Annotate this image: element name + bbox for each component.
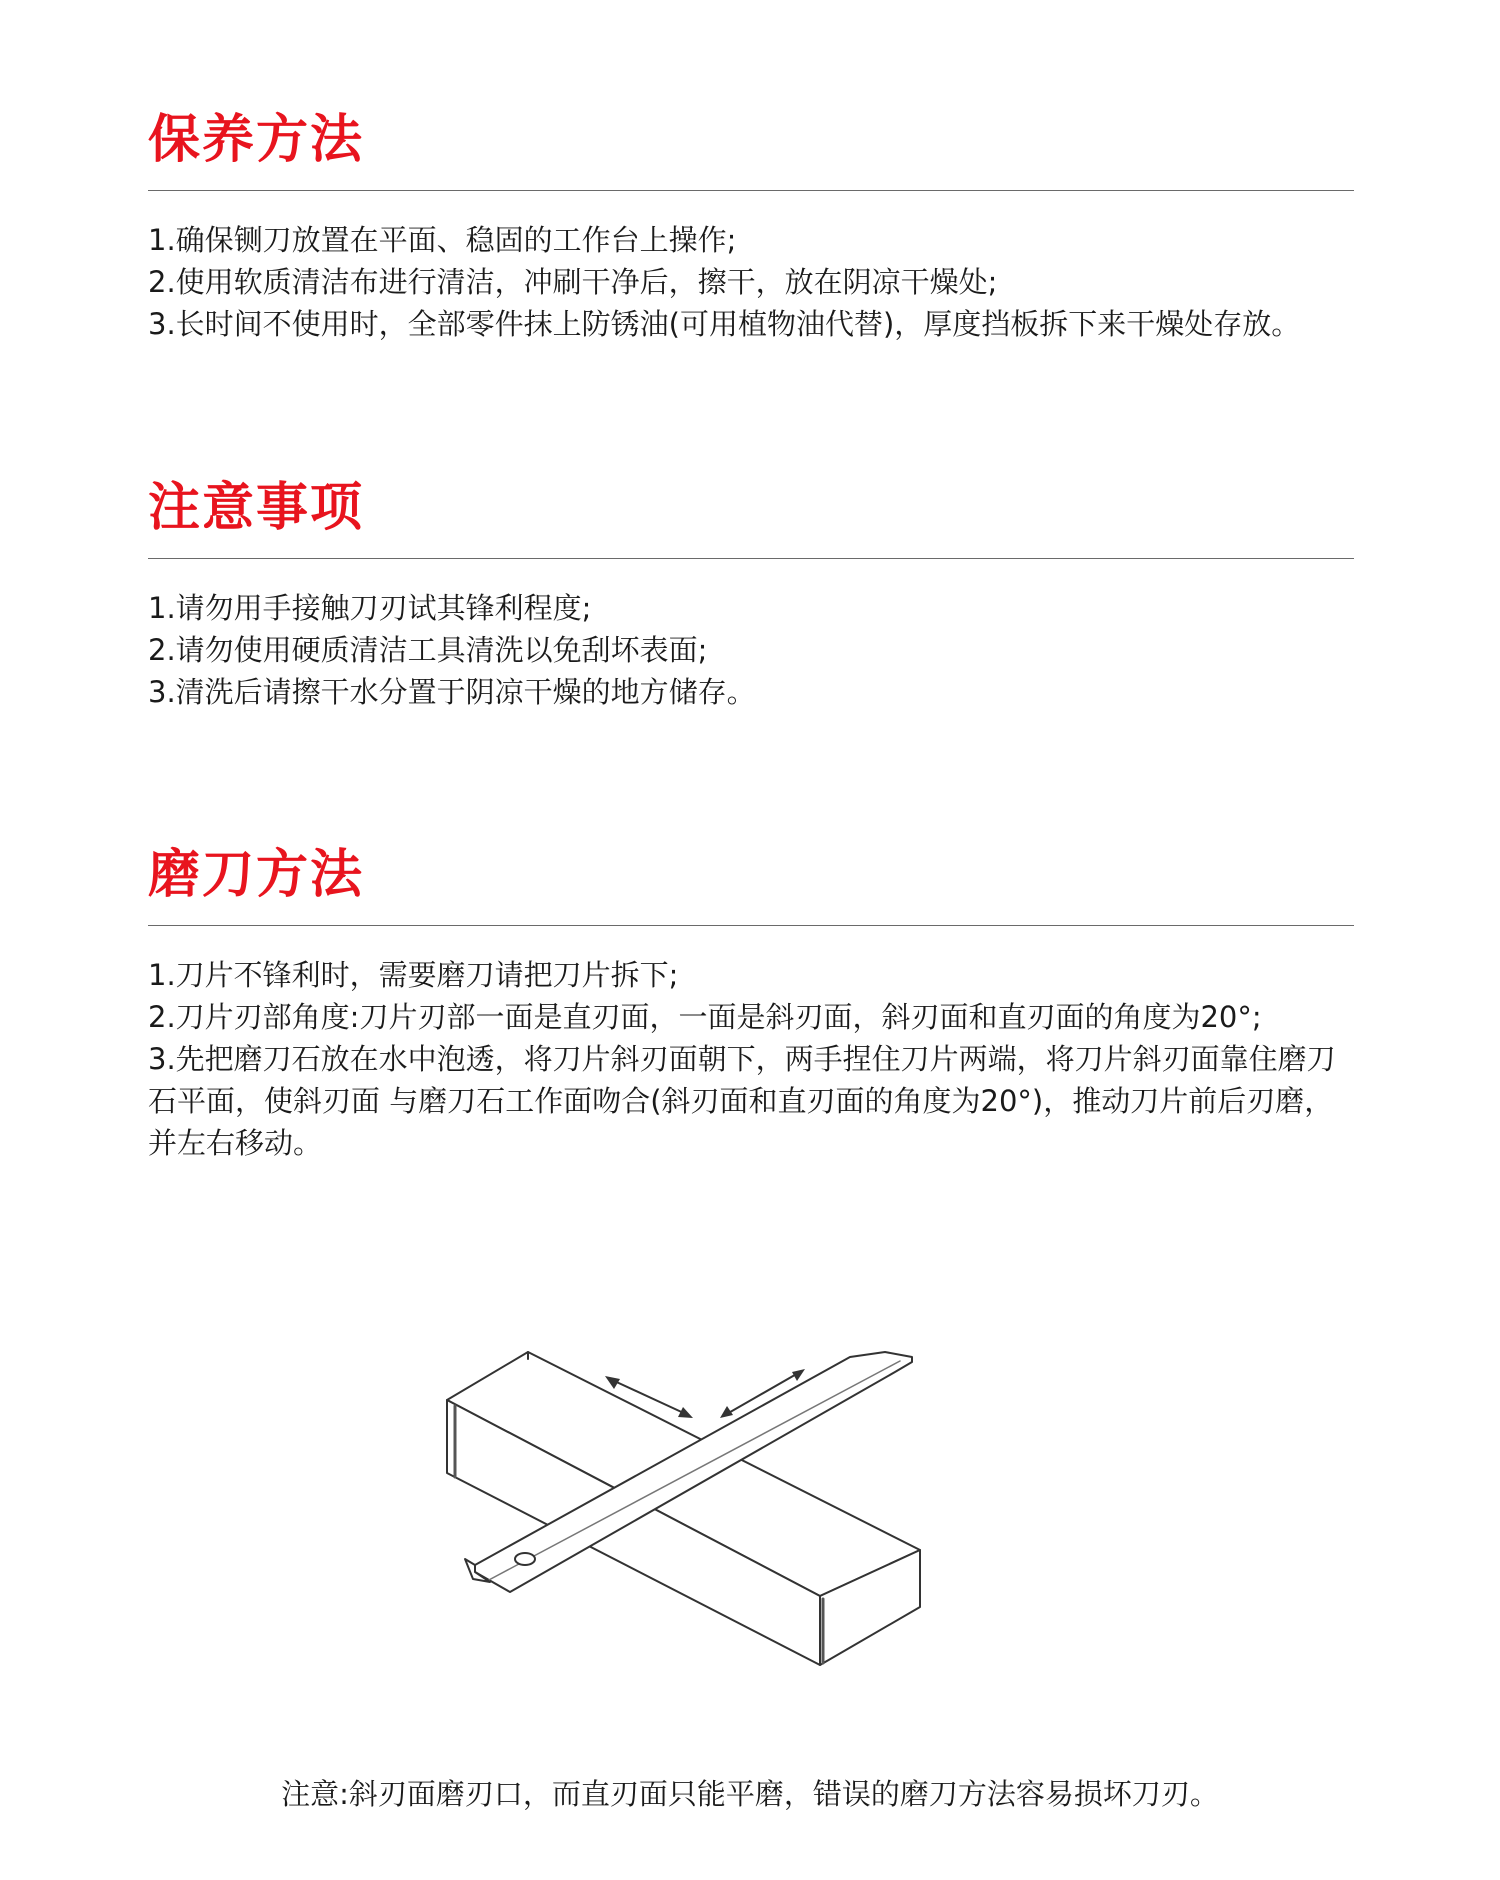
list-item: 2.刀片刃部角度:刀片刃部一面是直刃面，一面是斜刃面，斜刃面和直刃面的角度为20°; bbox=[148, 1000, 1262, 1034]
section-title: 保养方法 bbox=[148, 110, 365, 170]
divider bbox=[148, 558, 1354, 559]
list-item: 1.请勿用手接触刀刃试其锋利程度; bbox=[148, 591, 592, 625]
divider bbox=[148, 190, 1354, 191]
section-body bbox=[148, 587, 1354, 713]
list-item: 3.清洗后请擦干水分置于阴凉干燥的地方储存。 bbox=[148, 675, 756, 709]
section-title: 注意事项 bbox=[148, 478, 365, 538]
section-maintenance bbox=[148, 110, 1354, 345]
sharpening-illustration bbox=[355, 1297, 1045, 1697]
blade-on-whetstone-icon bbox=[355, 1297, 1045, 1697]
list-item: 2.使用软质清洁布进行清洁，冲刷干净后，擦干，放在阴凉干燥处; bbox=[148, 265, 998, 299]
section-precautions bbox=[148, 478, 1354, 713]
list-item: 2.请勿使用硬质清洁工具清洗以免刮坏表面; bbox=[148, 633, 708, 667]
warning-note: 注意:斜刃面磨刃口，而直刃面只能平磨，错误的磨刀方法容易损坏刀刃。 bbox=[281, 1777, 1219, 1811]
list-item: 3.先把磨刀石放在水中泡透，将刀片斜刃面朝下，两手捏住刀片两端，将刀片斜刃面靠住磨刀石平面，使斜刃面 与磨刀石工作面吻合(斜刃面和直刃面的角度为20°)，推动刀片前后刃磨，并左右移动。 bbox=[148, 1042, 1336, 1160]
section-body bbox=[148, 219, 1354, 345]
divider bbox=[148, 925, 1354, 926]
section-title: 磨刀方法 bbox=[148, 845, 365, 905]
list-item: 3.长时间不使用时，全部零件抹上防锈油(可用植物油代替)，厚度挡板拆下来干燥处存放。 bbox=[148, 307, 1301, 341]
list-item: 1.确保铡刀放置在平面、稳固的工作台上操作; bbox=[148, 223, 737, 257]
section-body bbox=[148, 954, 1354, 1164]
section-sharpening bbox=[148, 845, 1354, 1164]
list-item: 1.刀片不锋利时，需要磨刀请把刀片拆下; bbox=[148, 958, 679, 992]
